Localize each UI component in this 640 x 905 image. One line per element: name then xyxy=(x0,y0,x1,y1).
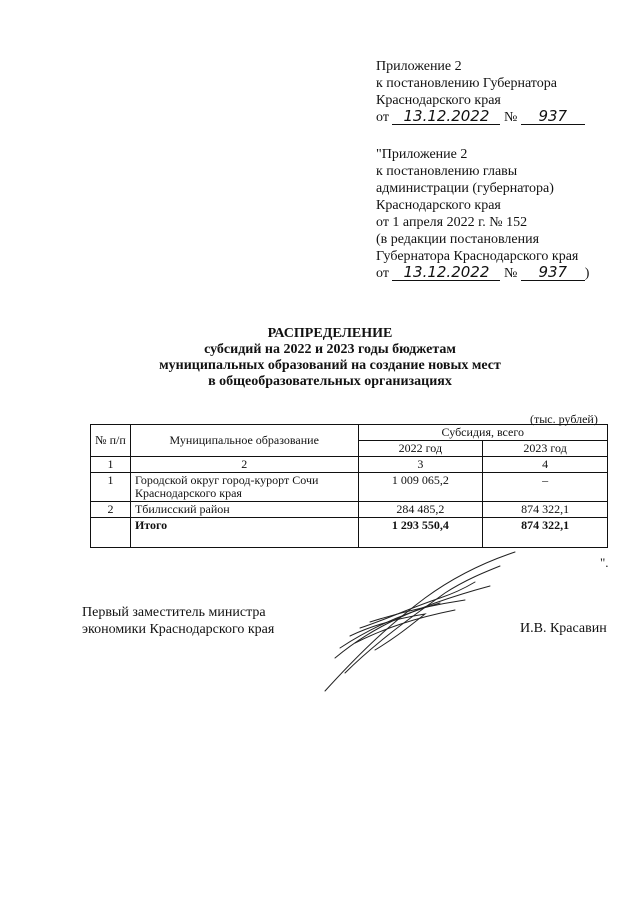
appendix-quoted xyxy=(376,146,589,282)
header-num: № п/п xyxy=(91,425,131,457)
date-prefix: от xyxy=(376,266,389,281)
handwritten-date: 13.12.2022 xyxy=(392,109,500,125)
title-line: в общеобразовательных организациях xyxy=(208,374,452,389)
appendix-top-line: Краснодарского края xyxy=(376,93,501,108)
signer-position xyxy=(82,604,274,638)
signer-name: И.В. Красавин xyxy=(520,621,607,636)
row-num: 1 xyxy=(91,473,131,502)
appendix-top xyxy=(376,58,585,126)
document-title xyxy=(60,326,600,390)
table-header-row xyxy=(91,425,608,441)
total-label: Итого xyxy=(130,518,358,548)
handwritten-number: 937 xyxy=(521,265,585,281)
appendix-quoted-line: Краснодарского края xyxy=(376,198,501,213)
table-total-row xyxy=(91,518,608,548)
index-cell: 3 xyxy=(358,457,483,473)
appendix-quoted-line: к постановлению главы xyxy=(376,164,518,179)
appendix-quoted-line: Губернатора Краснодарского края xyxy=(376,249,579,264)
row-num: 2 xyxy=(91,502,131,518)
total-2022: 1 293 550,4 xyxy=(358,518,483,548)
row-name: Тбилисский район xyxy=(130,502,358,518)
units-label: (тыс. рублей) xyxy=(530,412,598,426)
row-2023: 874 322,1 xyxy=(483,502,608,518)
row-2022: 284 485,2 xyxy=(358,502,483,518)
table-row xyxy=(91,502,608,518)
appendix-top-date-line xyxy=(376,109,585,126)
appendix-quoted-line: (в редакции постановления xyxy=(376,232,540,247)
signer-position-line: Первый заместитель министра xyxy=(82,605,266,620)
title-line: муниципальных образований на создание новых мест xyxy=(159,358,501,373)
closing-quote: ". xyxy=(600,555,609,570)
header-2023: 2023 год xyxy=(483,441,608,457)
appendix-quoted-date-line xyxy=(376,265,589,282)
header-2022: 2022 год xyxy=(358,441,483,457)
appendix-top-line: Приложение 2 xyxy=(376,59,462,74)
handwritten-date: 13.12.2022 xyxy=(392,265,500,281)
title-line: субсидий на 2022 и 2023 годы бюджетам xyxy=(204,342,456,357)
header-municipality: Муниципальное образование xyxy=(130,425,358,457)
appendix-top-line: к постановлению Губернатора xyxy=(376,76,557,91)
table-row xyxy=(91,473,608,502)
title-line: РАСПРЕДЕЛЕНИЕ xyxy=(267,326,393,341)
row-2022: 1 009 065,2 xyxy=(358,473,483,502)
index-cell: 1 xyxy=(91,457,131,473)
row-name: Городской округ город-курорт Сочи Краснодарского края xyxy=(130,473,358,502)
index-cell: 4 xyxy=(483,457,608,473)
close-paren: ) xyxy=(584,266,590,281)
appendix-quoted-line: администрации (губернатора) xyxy=(376,181,554,196)
appendix-quoted-line: "Приложение 2 xyxy=(376,147,468,162)
subsidy-table xyxy=(90,424,608,548)
total-2023: 874 322,1 xyxy=(483,518,608,548)
date-prefix: от xyxy=(376,110,389,125)
table-index-row xyxy=(91,457,608,473)
handwritten-number: 937 xyxy=(521,109,585,125)
total-num xyxy=(91,518,131,548)
index-cell: 2 xyxy=(130,457,358,473)
handwritten-signature xyxy=(315,548,525,698)
signer-position-line: экономики Краснодарского края xyxy=(82,622,275,637)
header-subsidy: Субсидия, всего xyxy=(358,425,607,441)
number-sign: № xyxy=(503,110,518,125)
row-2023: – xyxy=(483,473,608,502)
number-sign: № xyxy=(503,266,518,281)
appendix-quoted-line: от 1 апреля 2022 г. № 152 xyxy=(376,215,528,230)
